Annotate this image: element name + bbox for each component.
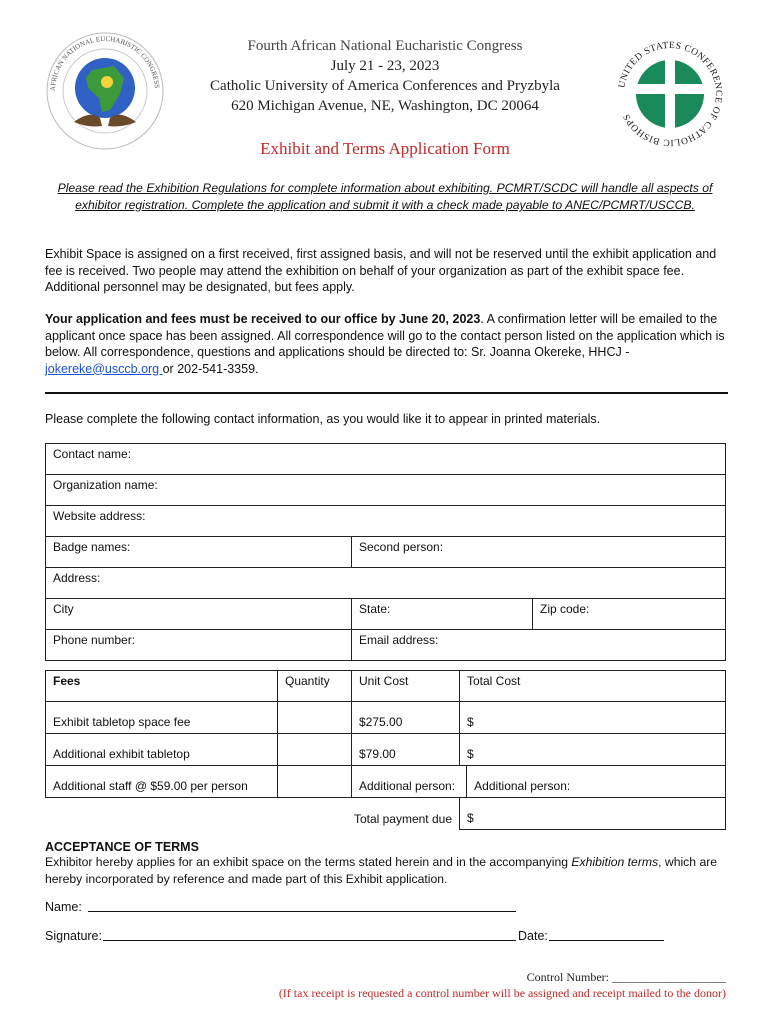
deadline-paragraph [45, 311, 735, 377]
total-payment-input[interactable]: $ [460, 798, 726, 830]
address-field[interactable]: Address: [46, 568, 726, 599]
total-payment-label: Total payment due [278, 798, 460, 830]
organization-name-field[interactable]: Organization name: [46, 475, 726, 506]
svg-text:UNITED STATES CONFERENCE OF CA: UNITED STATES CONFERENCE OF CATHOLIC BISHOPS [617, 40, 724, 148]
signature-label: Signature: [45, 929, 102, 943]
congress-header [160, 36, 610, 116]
unit-cost: $79.00 [352, 734, 460, 766]
fee-row-label: Exhibit tabletop space fee [46, 702, 278, 734]
name-label: Name: [45, 900, 82, 914]
control-number: Control Number: ___________________ [526, 970, 726, 984]
badge-names-field[interactable]: Badge names: [46, 537, 352, 568]
form-title: Exhibit and Terms Application Form [260, 139, 510, 158]
fee-row-label: Additional staff @ $59.00 per person [46, 766, 278, 798]
contact-name-field[interactable]: Contact name: [46, 444, 726, 475]
svg-text:AFRICAN NATIONAL EUCHARISTIC C: AFRICAN NATIONAL EUCHARISTIC CONGRESS [48, 34, 161, 92]
date-input[interactable] [549, 926, 664, 941]
total-cost-input[interactable]: $ [460, 734, 726, 766]
quantity-input[interactable] [278, 734, 352, 766]
unit-cost-header: Unit Cost [352, 671, 460, 702]
fees-header: Fees [46, 671, 278, 702]
unit-cost: $275.00 [352, 702, 460, 734]
zip-field[interactable]: Zip code: [533, 599, 726, 630]
acceptance-title: ACCEPTANCE OF TERMS [45, 840, 199, 854]
date-label: Date: [518, 929, 548, 943]
fee-row-label: Additional exhibit tabletop [46, 734, 278, 766]
total-cost-header: Total Cost [460, 671, 726, 702]
quantity-input[interactable] [278, 766, 352, 798]
congress-address: 620 Michigan Avenue, NE, Washington, DC 20064 [231, 98, 539, 114]
congress-logo [44, 30, 166, 152]
total-cost-input[interactable]: $ [460, 702, 726, 734]
instructions-text: Please read the Exhibition Regulations for complete information about exhibiting. PCMRT/SCDC will handle all aspects of exhibitor registration. Complete the application and submit it with a check made payable to ANEC/PCMRT/USCCB. [57, 181, 713, 212]
additional-person-field[interactable]: Additional person: [467, 766, 726, 798]
acceptance-body [45, 854, 735, 887]
contact-info-table [45, 443, 726, 661]
additional-person-field[interactable]: Additional person: [352, 766, 467, 798]
congress-venue: Catholic University of America Conferences and Pryzbyla [210, 78, 560, 94]
state-field[interactable]: State: [352, 599, 533, 630]
blank-cell [46, 798, 278, 830]
acceptance-text: Exhibitor hereby applies for an exhibit space on the terms stated herein and in the accompanying [45, 855, 572, 869]
phone-field[interactable]: Phone number: [46, 630, 352, 661]
name-input[interactable] [88, 897, 516, 912]
deadline-details: . A confirmation letter will be emailed to the applicant once space has been assigned. All correspondence will go to the contact person listed on the application which is below. All correspondence, questions and applications should be directed to: Sr. Joanna Okereke, HHCJ - [45, 312, 725, 359]
exhibition-terms-text: Exhibition terms [571, 855, 659, 869]
quantity-header: Quantity [278, 671, 352, 702]
email-field[interactable]: Email address: [352, 630, 726, 661]
fees-table [45, 670, 726, 830]
website-field[interactable]: Website address: [46, 506, 726, 537]
deadline-text: Your application and fees must be received to our office by June 20, 2023 [45, 312, 481, 326]
section-divider [45, 392, 728, 394]
contact-email-link[interactable]: jokereke@usccb.org [45, 361, 163, 376]
city-field[interactable]: City [46, 599, 352, 630]
contact-info-instructions: Please complete the following contact information, as you would like it to appear in printed materials. [45, 412, 601, 426]
acceptance-text: , which are hereby incorporated by reference and made part of this Exhibit application. [45, 855, 718, 886]
congress-dates: July 21 - 23, 2023 [330, 58, 440, 74]
receipt-note: (If tax receipt is requested a control number will be assigned and receipt mailed to the donor) [278, 986, 726, 1000]
congress-name: Fourth African National Eucharistic Congress [247, 38, 523, 54]
quantity-input[interactable] [278, 702, 352, 734]
contact-phone: or 202-541-3359. [162, 361, 259, 376]
second-person-field[interactable]: Second person: [352, 537, 726, 568]
exhibit-space-paragraph: Exhibit Space is assigned on a first received, first assigned basis, and will not be reserved until the exhibit application and fee is received. Two people may attend the exhibition on behalf of your organization as part of the exhibit space fee. Additional personnel may be designated, but fees apply. [45, 247, 717, 294]
usccb-logo [614, 38, 726, 150]
signature-input[interactable] [103, 926, 516, 941]
